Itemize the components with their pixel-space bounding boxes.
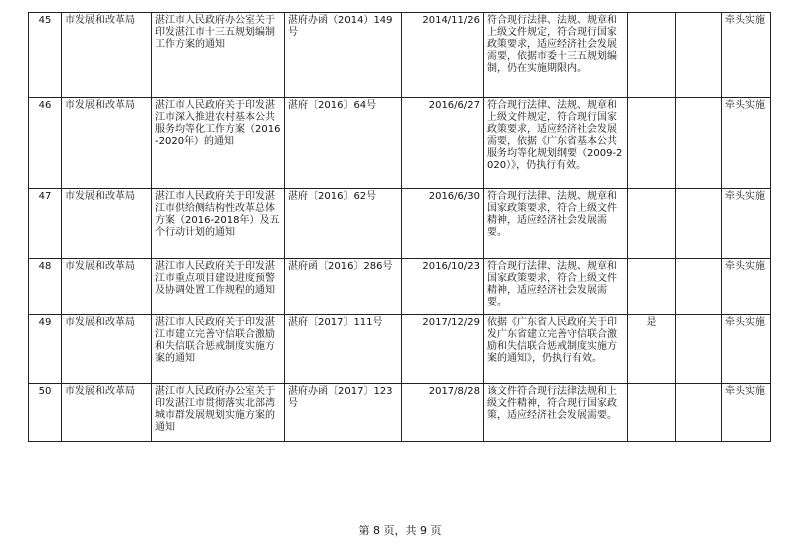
flag-cell: [628, 259, 676, 315]
document-number-cell: 湛府办函（2014）149号: [285, 13, 402, 98]
row-number: 49: [29, 315, 62, 384]
review-opinion-cell: 该文件符合现行法律法规和上级文件精神，符合现行国家政策，适应经济社会发展需要。: [484, 384, 628, 442]
document-title-cell: 湛江市人民政府办公室关于印发湛江市贯彻落实北部湾城市群发展规划实施方案的通知: [152, 384, 285, 442]
review-opinion-cell: 符合现行法律、法规、规章和上级文件规定，符合现行国家政策要求，适应经济社会发展需要，依据市委十三五规划编制，仍在实施期限内。: [484, 13, 628, 98]
table-row: [29, 13, 771, 98]
review-opinion-cell: 符合现行法律、法规、规章和国家政策要求，符合上级文件精神，适应经济社会发展需要。: [484, 259, 628, 315]
row-number: 48: [29, 259, 62, 315]
document-title-cell: 湛江市人民政府关于印发湛江市重点项目建设进度预警及协调处置工作规程的通知: [152, 259, 285, 315]
row-number: 50: [29, 384, 62, 442]
empty-cell: [676, 315, 722, 384]
table-row: [29, 384, 771, 442]
document-title-cell: 湛江市人民政府关于印发湛江市深入推进农村基本公共服务均等化工作方案（2016-2020年）的通知: [152, 98, 285, 189]
implementation-cell: 牵头实施: [722, 189, 771, 259]
flag-cell: [628, 189, 676, 259]
date-cell: 2017/12/29: [402, 315, 484, 384]
row-number: 46: [29, 98, 62, 189]
flag-cell: [628, 384, 676, 442]
table-body: [29, 13, 771, 442]
implementation-cell: 牵头实施: [722, 98, 771, 189]
flag-cell: 是: [628, 315, 676, 384]
page-footer: 第 8 页，共 9 页: [358, 524, 442, 537]
implementation-cell: 牵头实施: [722, 315, 771, 384]
implementation-cell: 牵头实施: [722, 384, 771, 442]
row-number: 47: [29, 189, 62, 259]
document-title-cell: 湛江市人民政府关于印发湛江市建立完善守信联合激励和失信联合惩戒制度实施方案的通知: [152, 315, 285, 384]
date-cell: 2016/10/23: [402, 259, 484, 315]
table-row: [29, 189, 771, 259]
department-cell: 市发展和改革局: [62, 13, 152, 98]
document-table: [28, 12, 771, 442]
flag-cell: [628, 13, 676, 98]
empty-cell: [676, 98, 722, 189]
row-number: 45: [29, 13, 62, 98]
review-opinion-cell: 符合现行法律、法规、规章和上级文件规定，符合现行国家政策要求，适应经济社会发展需要，依据《广东省基本公共服务均等化规划纲要（2009-2020）》，仍执行有效。: [484, 98, 628, 189]
table-row: [29, 98, 771, 189]
document-number-cell: 湛府〔2016〕64号: [285, 98, 402, 189]
document-number-cell: 湛府〔2016〕62号: [285, 189, 402, 259]
department-cell: 市发展和改革局: [62, 384, 152, 442]
date-cell: 2016/6/27: [402, 98, 484, 189]
department-cell: 市发展和改革局: [62, 189, 152, 259]
date-cell: 2014/11/26: [402, 13, 484, 98]
document-number-cell: 湛府〔2017〕111号: [285, 315, 402, 384]
review-opinion-cell: 依据《广东省人民政府关于印发广东省建立完善守信联合激励和失信联合惩戒制度实施方案的通知》，仍执行有效。: [484, 315, 628, 384]
empty-cell: [676, 384, 722, 442]
table-row: [29, 315, 771, 384]
document-number-cell: 湛府办函〔2017〕123号: [285, 384, 402, 442]
department-cell: 市发展和改革局: [62, 259, 152, 315]
table-row: [29, 259, 771, 315]
empty-cell: [676, 259, 722, 315]
document-number-cell: 湛府函〔2016〕286号: [285, 259, 402, 315]
implementation-cell: 牵头实施: [722, 259, 771, 315]
review-opinion-cell: 符合现行法律、法规、规章和国家政策要求，符合上级文件精神，适应经济社会发展需要。: [484, 189, 628, 259]
date-cell: 2017/8/28: [402, 384, 484, 442]
empty-cell: [676, 13, 722, 98]
document-title-cell: 湛江市人民政府关于印发湛江市供给侧结构性改革总体方案（2016-2018年）及五个行动计划的通知: [152, 189, 285, 259]
date-cell: 2016/6/30: [402, 189, 484, 259]
department-cell: 市发展和改革局: [62, 98, 152, 189]
empty-cell: [676, 189, 722, 259]
flag-cell: [628, 98, 676, 189]
department-cell: 市发展和改革局: [62, 315, 152, 384]
document-title-cell: 湛江市人民政府办公室关于印发湛江市十三五规划编制工作方案的通知: [152, 13, 285, 98]
implementation-cell: 牵头实施: [722, 13, 771, 98]
